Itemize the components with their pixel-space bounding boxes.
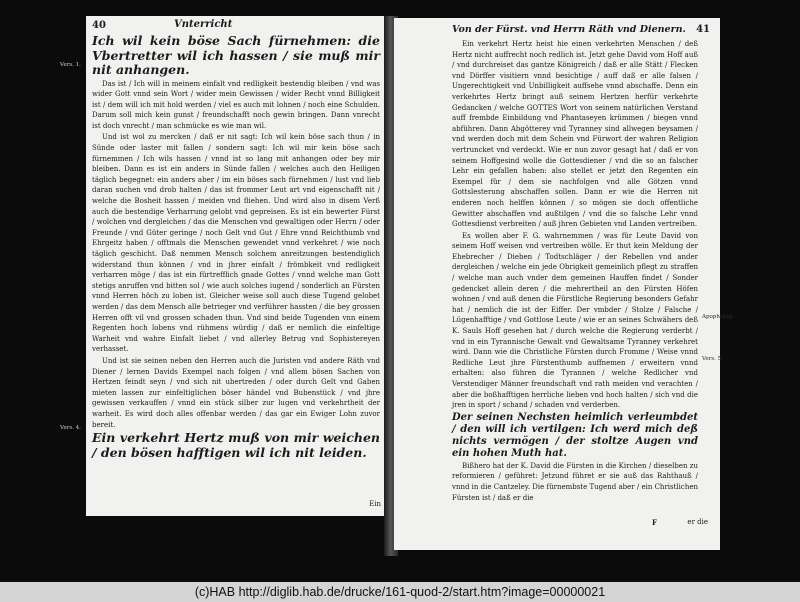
left-running-head: Vnterricht bbox=[174, 19, 233, 30]
right-margin-note-1: Apophtheg. bbox=[702, 314, 735, 320]
left-page bbox=[86, 16, 387, 516]
left-margin-note-2: Vers. 4. bbox=[60, 425, 81, 431]
right-paragraph-2: Es wollen aber F. G. wahrnemmen / was für Leute David von seinem Hoff weisen vnd vertreiben wölle. Er thut kein Meldung der Ehebrecher / Dieben / Todtschläger / der Rebellen vnd ander dergleichen / welche ein jede Obrigkeit gemeinlich pflegt zu straffen / welche man auch vnder dem gemeinen Hauffen findet / Sonder gedencket allein deren / die mehrertheil an den Fürsten Höfen wohnen / vnd auß denen die Fürstliche Regierung besonders Gefahr hat / nemlich die ist der Eiffer. Der vmbder / Stolze / Falsche / Lügenhafftige / vnd Gottlose Leute / wie er an seines Schwähers deß K. Sauls Hoff gesehen hat / durch welche die Regierung verderbt / vnd in ein Tyrannische Gewalt vnd Gewaltsame Tyranney verkehret wird. Dann wie die Christliche Fürsten durch Fromme / Weise vnnd Redliche Leut jhre Fürstenthumb auffnemen / erweitern vnnd erhalten: also führen die Tyrannen / welche Redlicher vnd Verstendiger Männer freundschaft vnd rath meiden vnd verachten / aber die boßhafftigen herrliche lieben vnd hoch halten / sich vnd die jren in sport / schand / schaden vnd verderben. bbox=[452, 231, 698, 410]
right-last-paragraph: Bißhero hat der K. David die Fürsten in die Kirchen / dieselben zu reformieren / geführet: Jetzund führet er sie auß das Rahthauß / vnnd in die Cantzeley. Die fürnembste Tugend aber / ein Christlichen Fürsten ist / daß er die bbox=[452, 461, 698, 502]
left-paragraph-1: Das ist / Ich will in meinem einfalt vnd redligkeit bestendig bleiben / vnd was wider Gott vnnd sein Wort / wider mein Gewissen / wider Recht vnnd Billigkeit ist / dem will ich mit hold werden / viel es auch mit lohnen / noch eine Schulden. Darum soll mich kein gunst / freundschafft noch gewin bringen. Dann vnrecht ist doch vnrecht / man schmücke es wie man wil. bbox=[92, 79, 380, 130]
right-heading: Der seinen Nechsten heimlich verleumbdet / den will ich vertilgen: Ich werd mich deß nichts vermögen / der stoltze Augen vnd ein hohen Muth hat. bbox=[452, 411, 698, 459]
left-catchword: Ein bbox=[369, 500, 381, 508]
left-text-block bbox=[92, 34, 380, 461]
right-page-number: 41 bbox=[696, 24, 710, 35]
source-footer: (c)HAB http://diglib.hab.de/drucke/161-quod-2/start.htm?image=00000021 bbox=[0, 582, 800, 602]
left-closing-heading: Ein verkehrt Hertz muß von mir weichen / den bösen hafftigen wil ich nit leiden. bbox=[92, 430, 380, 460]
right-text-block bbox=[452, 39, 698, 504]
right-running-head: Von der Fürst. vnd Herrn Räth vnd Dienern. bbox=[452, 24, 686, 35]
right-paragraph-1: Ein verkehrt Hertz heist hie einen verkehrten Menschen / deß Hertz nicht auffrecht noch redlich ist. Jetzt gehe David vom Hoff auß / vnd durchreiset das gantze Königreich / daß er alle Stätt / Flecken vnd Dörffer visitiern vnnd besichtige / auff daß er alle falsen / Ungerechtigkeit vnd Unbilligkeit auffsehe vnnd abschaffe. Denn ein verkehrtes Hertz bringt auß seinem Hertzen herfür verkehrte Gedancken / welche GOTTES Wort von seinem natürlichen Verstand auff frembde Einbildung vnd Phantaseyen krümmen / biegen vnnd abführen. Dann Abgötterey vnd Tyranney sind allwegen beysamen / vnd werden doch mit dem Schein vnd Fürwort der wahren Religion vertruncket vnd verdeckt. Wie er nun zuvor gesagt hat / daß er von seinem Hoffgesind wolle die Gottesdiener / vnd die so an falscher Lehr ein gefallen haben: also stellet er jetzt den Regenten ein Exempel für / dem sie nachfolgen vnd alle Götzen vnnd Gottslesterung abschaffen sollen. Dann er wie die Herren nit enderen noch helffen können / so mögen sie doch offentliche Gewitter abschaffen vnd außtilgen / vnd die so falsche Lehr vnnd Gottesdienst verbreiten / auß jhren Gebieten vnd Landen vertreiben. bbox=[452, 40, 698, 229]
right-page bbox=[394, 18, 735, 550]
right-catchword: er die bbox=[687, 518, 708, 526]
left-paragraph-3: Und ist sie seinen neben den Herren auch die Juristen vnd andere Räth vnd Diener / lernen Davids Exempel nach folgen / vnd allem bösen Sachen von Hertzen feindt seyn / vnd sich nit ubertreden / oder durch Gelt vnd Gaben mieten lassen zur einfeltiglichen böser händel vnd Bubenstück / vnd jhre gewissen verkauffen / vnnd ein stück silber zur lugen vnd verkehrtheit der warheit. Es wird doch alles offenbar werden / das gar ein Ewiger Lohn zuvor bereit. bbox=[92, 356, 380, 429]
left-margin-note-1: Vers. 1. bbox=[60, 62, 81, 68]
right-margin-note-2: Vers. 5. bbox=[702, 356, 723, 362]
left-page-number: 40 bbox=[92, 20, 106, 31]
left-paragraph-2: Und ist wol zu mercken / daß er nit sagt: Ich wil kein böse sach thun / in Sünde oder laster mit fallen / sondern sagt: Ich wil mir kein böse sach fürnemmen / Ich wils hassen / vnnd ist so lang mit anhangen oder bey mir bleiben. Dann es ist ein anders in Sünde fallen / welches auch den Heiligen täglich begegnet: ein anders aber / im ein böses sach fürnehmen / lust vnd lieb daran suchen vnd drob halten / das ist frommer Leut art vnd eigenschafft nit / welche die Bosheit hassen / meiden vnd fliehen. Und wird also in disem Verß auch die bestendige Verharrung gelobt vnd gepreisen. Es ist ein bewerter Fürst / wolchen vnd dergleichen / das die Menschen vnd gewaltigen oder Herrn / oder Freunde / vnd Güter geringe / noch Gelt vnd Gut / Ehre vnnd Reichthumb vnd Ehrgeitz haben / offtmals die Menschen gewendet vnnd verkehret / wie noch täglich geschicht. Daß nemmen Mensch solchem anreitzungen bestendiglich widerstand thun können / vnd in jhrer einfalt / frömbkeit vnd redligkeit verharren möge / das ist ein fürtrefflich gnade Gottes / vnnd welche man Gott stetigs anruffen vnd bitten sol / wie auch solches iugend / sonderlich an Fürsten vnnd Herren höch zu loben ist. Gleicher weise soll auch diese Tugend gelobet werden / das dem Mensch alle betrieger vnd verführer hassten / die bey grossen Herren offt vil vnd grossen schaden thun. Vnd sind beide Tugenden vnn einem Regenten hoch lobens vnd rühmens würdig / daß er nemlich die einfeltige Warheit vnd wahre Einfalt liebet / vnd allerley Betrug vnd Sophistereyen verhasset. bbox=[92, 133, 380, 354]
right-signature-mark: F bbox=[652, 518, 657, 527]
left-heading: Ich wil kein böse Sach fürnehmen: die Vbertretter wil ich hassen / sie muß mir nit anhangen. bbox=[92, 33, 380, 77]
